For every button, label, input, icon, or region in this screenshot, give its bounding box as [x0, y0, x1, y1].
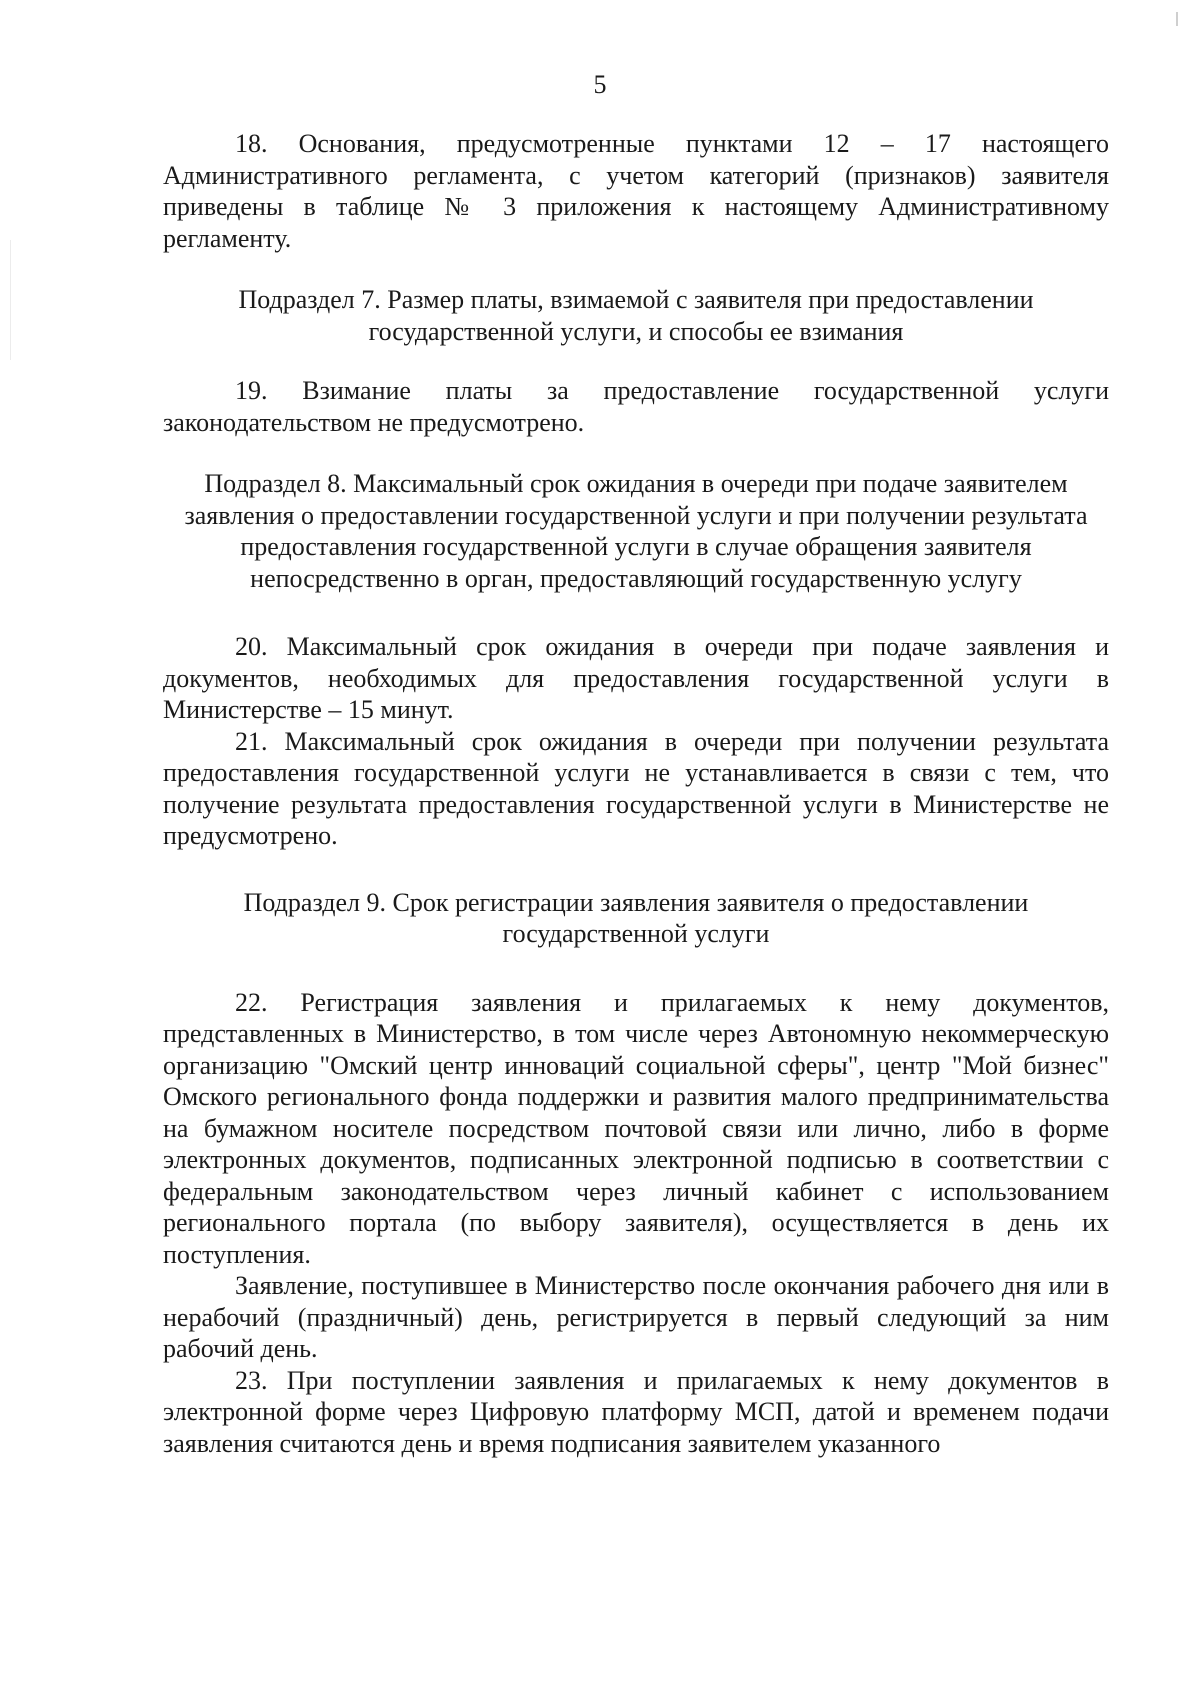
heading-subsection-8: Подраздел 8. Максимальный срок ожидания в очереди при подаче заявителем заявления о предоставлении государственной услуги и при получении результата предоставления государственной услуги в случае обращения заявителя непосредственно в орган, предоставляющий государственную услугу [184, 469, 1088, 593]
page-number: 5 [593, 70, 607, 99]
heading-subsection-9: Подраздел 9. Срок регистрации заявления заявителя о предоставлении государственной услуги [243, 887, 1029, 948]
scan-artifact [1176, 12, 1178, 26]
paragraph-22-continuation: Заявление, поступившее в Министерство после окончания рабочего дня или в нерабочий (праздничный) день, регистрируется в первый следующий за ним рабочий день. [163, 1271, 1109, 1363]
heading-subsection-7: Подраздел 7. Размер платы, взимаемой с заявителя при предоставлении государственной услуги, и способы ее взимания [238, 285, 1034, 346]
paragraph-19: 19. Взимание платы за предоставление государственной услуги законодательством не предусмотрено. [163, 376, 1109, 437]
paragraph-23: 23. При поступлении заявления и прилагаемых к нему документов в электронной форме через Цифровую платформу МСП, датой и временем подачи заявления считаются день и время подписания заявителем указанного [163, 1365, 1109, 1458]
scan-artifact-left [10, 240, 11, 360]
paragraph-21: 21. Максимальный срок ожидания в очереди при получении результата предоставления государственной услуги не устанавливается в связи с тем, что получение результата предоставления государственной услуги в Министерстве не предусмотрено. [163, 726, 1109, 850]
paragraph-18: 18. Основания, предусмотренные пунктами 12 – 17 настоящего Административного регламента, с учетом категорий (признаков) заявителя приведены в таблице № 3 приложения к настоящему Административному регламенту. [163, 129, 1109, 253]
document-body [163, 128, 1109, 1459]
paragraph-20: 20. Максимальный срок ожидания в очереди при подаче заявления и документов, необходимых для предоставления государственной услуги в Министерстве – 15 минут. [163, 632, 1109, 724]
paragraph-22: 22. Регистрация заявления и прилагаемых к нему документов, представленных в Министерство, в том числе через Автономную некоммерческую организацию "Омский центр инноваций социальной сферы", центр "Мой бизнес" Омского регионального фонда поддержки и развития малого предпринимательства на бумажном носителе посредством почтовой связи или лично, либо в форме электронных документов, подписанных электронной подписью в соответствии с федеральным законодательством через личный кабинет с использованием регионального портала (по выбору заявителя), осуществляется в день их поступления. [163, 987, 1109, 1269]
